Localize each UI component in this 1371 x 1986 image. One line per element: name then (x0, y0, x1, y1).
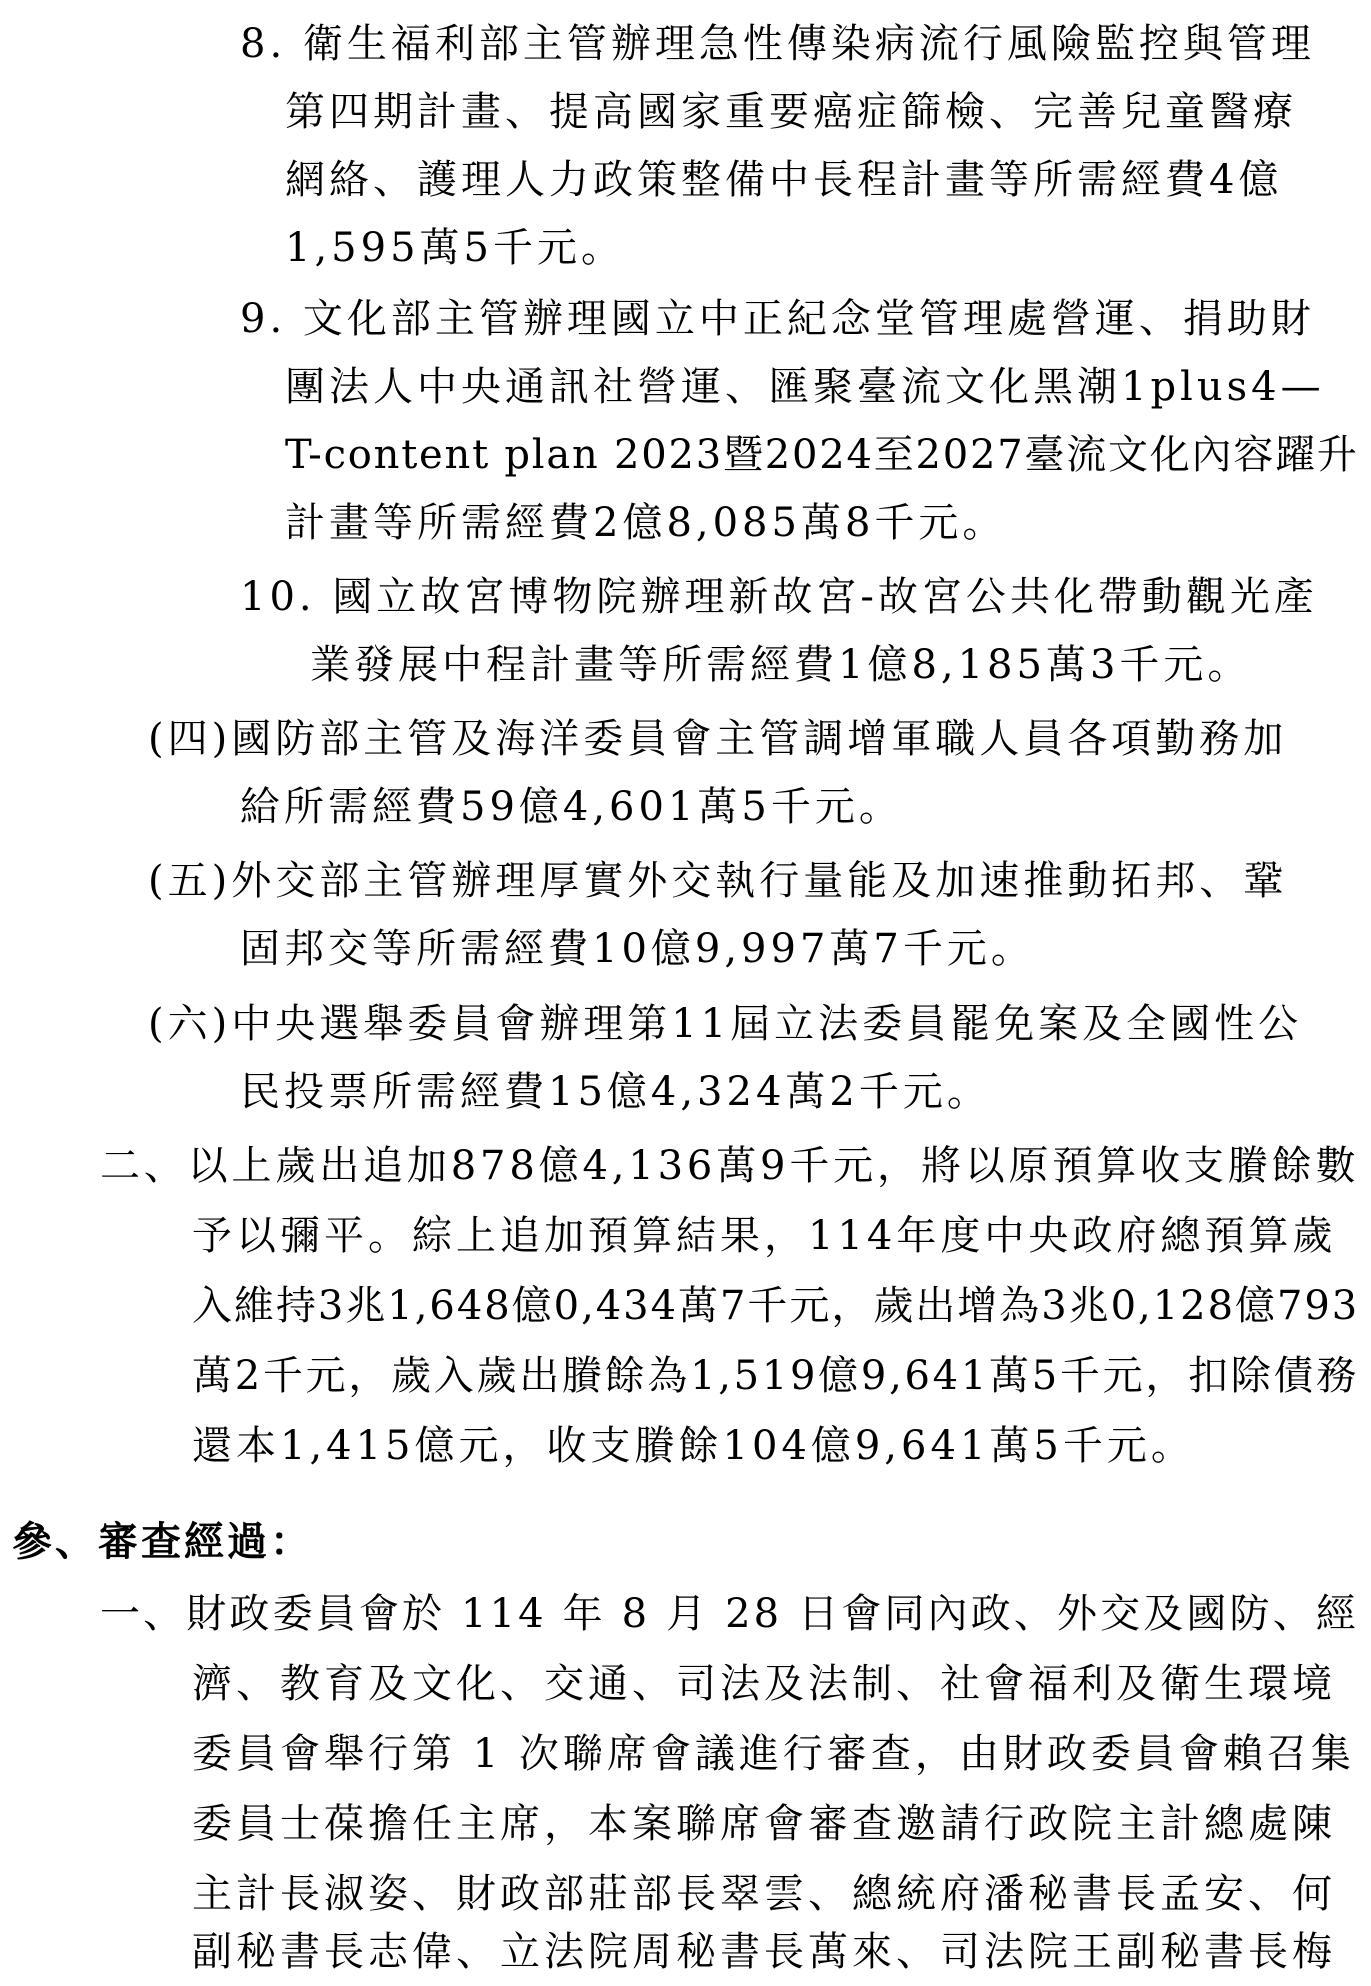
item-10-line-1: 10. 國立故宮博物院辦理新故宮-故宮公共化帶動觀光產 (240, 574, 1318, 620)
item-8-line-4: 1,595萬5千元。 (285, 225, 625, 271)
review-line-4: 委員士葆擔任主席，本案聯席會審查邀請行政院主計總處陳 (192, 1801, 1336, 1847)
item-9-line-2: 團法人中央通訊社營運、匯聚臺流文化黑潮1plus4— (285, 364, 1325, 410)
item-6-line-1: (六)中央選舉委員會辦理第11屆立法委員罷免案及全國性公 (148, 1001, 1303, 1047)
paragraph-2-line-4: 萬2千元，歲入歲出賸餘為1,519億9,641萬5千元，扣除債務 (192, 1353, 1359, 1399)
item-9-line-4: 計畫等所需經費2億8,085萬8千元。 (285, 500, 1007, 546)
section-heading: 參、審查經過： (12, 1518, 313, 1565)
review-line-1: 一、財政委員會於 114 年 8 月 28 日會同內政、外交及國防、經 (100, 1591, 1359, 1637)
paragraph-2-line-2: 予以彌平。綜上追加預算結果，114年度中央政府總預算歲 (192, 1213, 1337, 1259)
review-line-3: 委員會舉行第 1 次聯席會議進行審查，由財政委員會賴召集 (192, 1731, 1355, 1777)
item-8-line-3: 網絡、護理人力政策整備中長程計畫等所需經費4億 (285, 157, 1283, 203)
review-line-6: 副秘書長志偉、立法院周秘書長萬來、司法院王副秘書長梅 (192, 1929, 1336, 1975)
item-8-line-2: 第四期計畫、提高國家重要癌症篩檢、完善兒童醫療 (285, 89, 1297, 135)
item-10-line-2: 業發展中程計畫等所需經費1億8,185萬3千元。 (310, 642, 1252, 688)
review-line-5: 主計長淑姿、財政部莊部長翠雲、總統府潘秘書長孟安、何 (192, 1871, 1336, 1917)
item-9-line-1: 9. 文化部主管辦理國立中正紀念堂管理處營運、捐助財 (240, 296, 1315, 342)
item-5-line-2: 固邦交等所需經費10億9,997萬7千元。 (240, 926, 1035, 972)
item-4-line-1: (四)國防部主管及海洋委員會主管調增軍職人員各項勤務加 (148, 716, 1288, 762)
paragraph-2-line-3: 入維持3兆1,648億0,434萬7千元，歲出增為3兆0,128億793 (192, 1283, 1360, 1329)
paragraph-2-line-1: 二、以上歲出追加878億4,136萬9千元，將以原預算收支賸餘數 (100, 1143, 1360, 1189)
review-line-2: 濟、教育及文化、交通、司法及法制、社會福利及衛生環境 (192, 1661, 1336, 1707)
item-5-line-1: (五)外交部主管辦理厚實外交執行量能及加速推動拓邦、鞏 (148, 858, 1288, 904)
item-9-line-3: T-content plan 2023暨2024至2027臺流文化內容躍升 (285, 432, 1359, 478)
paragraph-2-line-5: 還本1,415億元，收支賸餘104億9,641萬5千元。 (192, 1423, 1195, 1469)
item-8-line-1: 8. 衛生福利部主管辦理急性傳染病流行風險監控與管理 (240, 21, 1315, 67)
item-4-line-2: 給所需經費59億4,601萬5千元。 (240, 784, 903, 830)
item-6-line-2: 民投票所需經費15億4,324萬2千元。 (240, 1069, 991, 1115)
